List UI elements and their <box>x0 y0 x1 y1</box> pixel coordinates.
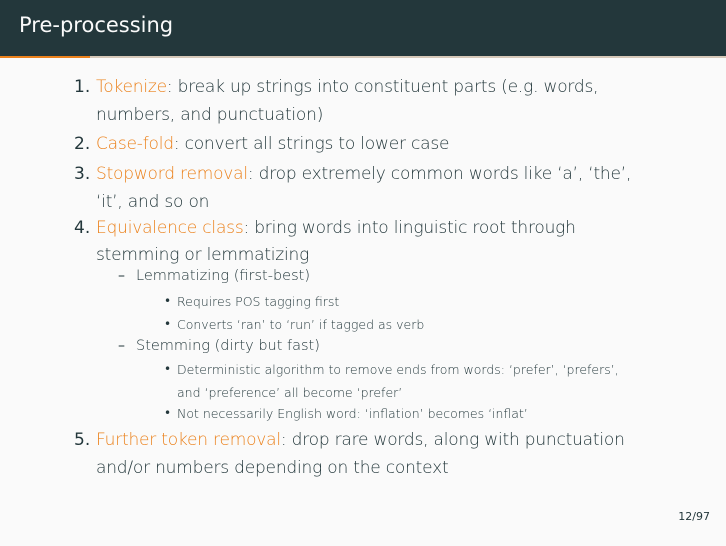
item-number: 1. <box>74 77 91 97</box>
bullet-text: Deterministic algorithm to remove ends from words: ‘prefer’, ‘prefers’, <box>177 362 619 377</box>
subitem-stemming: Stemming (dirty but fast) <box>136 338 320 354</box>
term-highlight: Case-fold <box>96 134 174 154</box>
item-number: 2. <box>74 134 91 154</box>
list-item-further-token-removal <box>96 430 625 450</box>
progress-bar-fill <box>0 56 90 58</box>
term-highlight: Further token removal <box>96 430 281 450</box>
item-text-continued: stemming or lemmatizing <box>96 245 310 265</box>
term-highlight: Equivalence class <box>96 218 244 238</box>
list-item-tokenize <box>96 77 598 97</box>
item-text: : bring words into linguistic root through <box>243 218 576 238</box>
subitem-lemmatizing: Lemmatizing (first-best) <box>136 268 310 284</box>
dash-marker: – <box>118 338 125 354</box>
item-text-continued: and/or numbers depending on the context <box>96 458 449 478</box>
dash-marker: – <box>118 268 125 284</box>
item-text: : drop rare words, along with punctuation <box>280 430 625 450</box>
term-highlight: Stopword removal <box>96 164 248 184</box>
bullet-marker: • <box>164 317 172 331</box>
progress-bar-track <box>0 56 726 58</box>
item-text-continued: numbers, and punctuation) <box>96 105 324 125</box>
list-item-stopword-removal <box>96 164 631 184</box>
list-item-case-fold <box>96 134 449 154</box>
item-text-continued: ‘it’, and so on <box>96 192 210 212</box>
bullet-text: Requires POS tagging first <box>177 294 340 309</box>
item-number: 3. <box>74 164 91 184</box>
bullet-text: Converts ‘ran’ to ‘run’ if tagged as verb <box>177 317 425 332</box>
bullet-marker: • <box>164 362 172 376</box>
bullet-text-continued: and ‘preference’ all become ‘prefer’ <box>177 385 403 400</box>
page-number: 12/97 <box>678 510 710 523</box>
frame-title-bar <box>0 0 726 56</box>
term-highlight: Tokenize <box>96 77 167 97</box>
item-text: : break up strings into constituent parts (e.g. words, <box>166 77 599 97</box>
item-text: : drop extremely common words like ‘a’, ‘the’, <box>247 164 632 184</box>
bullet-text: Not necessarily English word: ‘inflation’ becomes ‘inflat’ <box>177 406 528 421</box>
bullet-marker: • <box>164 406 172 420</box>
list-item-equivalence-class <box>96 218 576 238</box>
slide-title: Pre-processing <box>19 13 174 37</box>
bullet-marker: • <box>164 294 172 308</box>
item-number: 5. <box>74 430 91 450</box>
item-number: 4. <box>74 218 91 238</box>
item-text: : convert all strings to lower case <box>173 134 450 154</box>
